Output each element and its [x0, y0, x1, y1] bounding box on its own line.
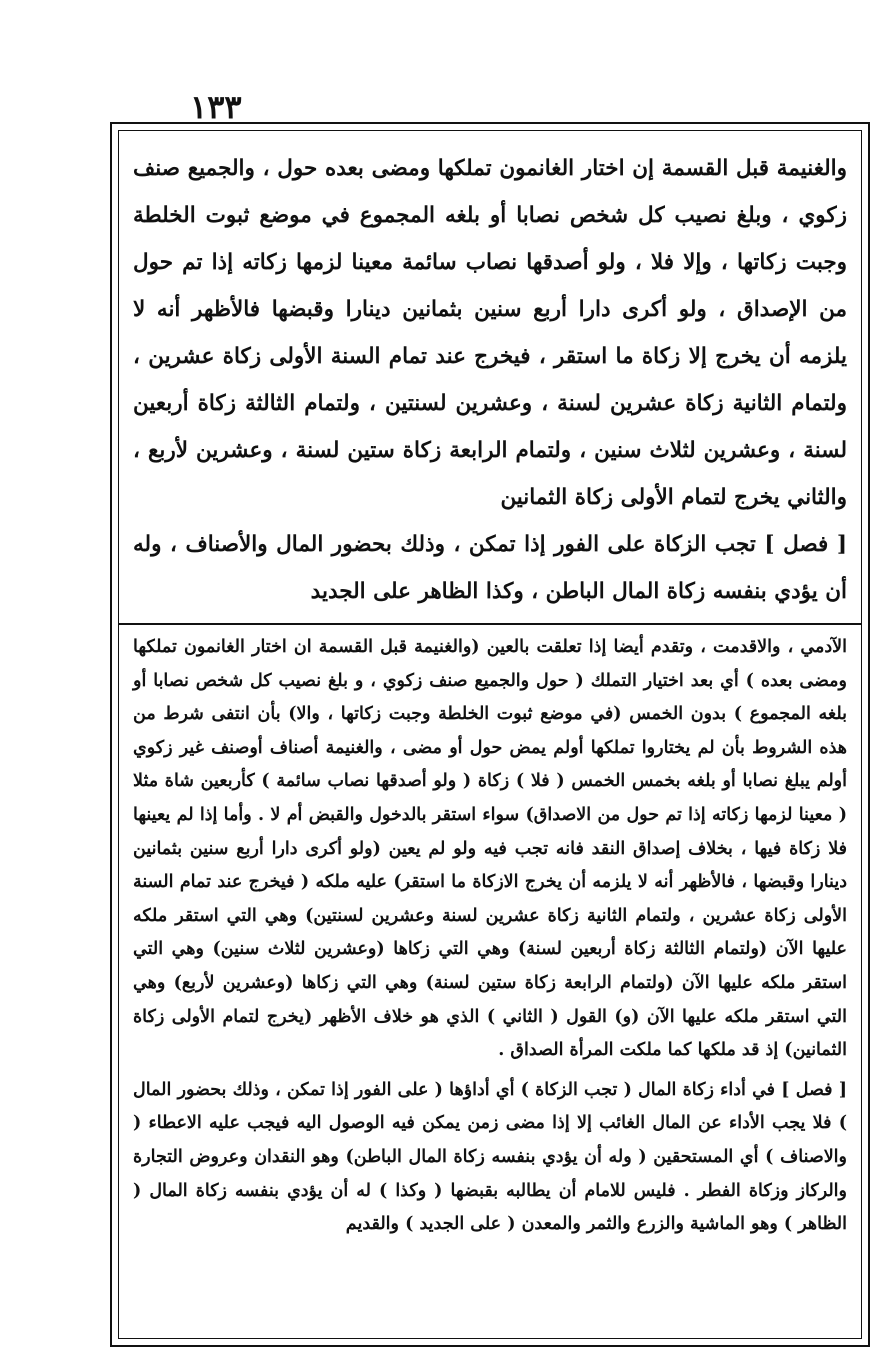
section-divider: [119, 623, 861, 625]
commentary-paragraph: الآدمي ، والاقدمت ، وتقدم أيضا إذا تعلقت بالعين (والغنيمة قبل القسمة ان اختار الغانمون تملكها ومضى بعده ) أي بعد اختيار التملك ( حول والجميع صنف زكوي ، و بلغ نصيب كل شخص نصابا أو بلغه المجموع ) بدون الخمس (في موضع ثبوت الخلطة وجبت زكاتها ، والا) بأن انتفى شرط من هذه الشروط بأن لم يختاروا تملكها أولم يمض حول أو مضى ، والغنيمة أصناف أوصنف غير زكوي أولم يبلغ نصابا أو بلغه بخمس الخمس ( فلا ) زكاة ( ولو أصدقها نصاب سائمة ) كأربعين شاة مثلا ( معينا لزمها زكاته إذا تم حول من الاصداق) سواء استقر بالدخول والقبض أم لا . وأما إذا لم يعينها فلا زكاة فيها ، بخلاف إصداق النقد فانه تجب فيه ولو لم يعين (ولو أكرى دارا أربع سنين بثمانين دينارا وقبضها ، فالأظهر أنه لا يلزمه أن يخرج الازكاة ما استقر) عليه ملكه ( فيخرج عند تمام السنة الأولى زكاة عشرين ، ولتمام الثانية زكاة عشرين لسنة وعشرين لسنتين) وهي التي استقر ملكه عليها الآن (ولتمام الثالثة زكاة أربعين لسنة) وهي التي زكاها (وعشرين لثلاث سنين) وهي التي استقر ملكه عليها الآن (ولتمام الرابعة زكاة ستين لسنة) وهي التي زكاها (وعشرين لأربع) وهي التي استقر ملكه عليها الآن (و) القول ( الثاني ) الذي هو خلاف الأظهر (يخرج لتمام الأولى زكاة الثمانين) إذ قد ملكها كما ملكت المرأة الصداق .: [133, 637, 847, 1061]
page-number: ١٣٣: [190, 88, 242, 126]
main-text-paragraph: [ فصل ] تجب الزكاة على الفور إذا تمكن ، وذلك بحضور المال والأصناف ، وله أن يؤدي بنفسه زكاة المال الباطن ، وكذا الظاهر على الجديد: [133, 532, 847, 604]
page-frame: [110, 122, 870, 1347]
commentary-text: [133, 631, 847, 1330]
page-frame-inner: [118, 130, 862, 1339]
main-text-paragraph: والغنيمة قبل القسمة إن اختار الغانمون تملكها ومضى بعده حول ، والجميع صنف زكوي ، وبلغ نصيب كل شخص نصابا أو بلغه المجموع في موضع ثبوت الخلطة وجبت زكاتها ، وإلا فلا ، ولو أصدقها نصاب سائمة معينا لزمها زكاته إذا تم حول من الإصداق ، ولو أكرى دارا أربع سنين بثمانين دينارا وقبضها فالأظهر أنه لا يلزمه أن يخرج إلا زكاة ما استقر ، فيخرج عند تمام السنة الأولى زكاة عشرين ، ولتمام الثانية زكاة عشرين لسنة ، وعشرين لسنتين ، ولتمام الثالثة زكاة أربعين لسنة ، وعشرين لثلاث سنين ، ولتمام الرابعة زكاة ستين لسنة ، وعشرين لأربع ، والثاني يخرج لتمام الأولى زكاة الثمانين: [133, 156, 847, 510]
main-text: [133, 145, 847, 615]
commentary-paragraph: [ فصل ] في أداء زكاة المال ( تجب الزكاة ) أي أداؤها ( على الفور إذا تمكن ، وذلك بحضور المال ) فلا يجب الأداء عن المال الغائب إلا إذا مضى زمن يمكن فيه الوصول اليه فيجب عليه الاعطاء ( والاصناف ) أي المستحقين ( وله أن يؤدي بنفسه زكاة المال الباطن) وهو النقدان وعروض التجارة والركاز وزكاة الفطر . فليس للامام أن يطالبه بقبضها ( وكذا ) له أن يؤدي بنفسه زكاة المال ( الظاهر ) وهو الماشية والزرع والثمر والمعدن ( على الجديد ) والقديم: [133, 1079, 847, 1235]
